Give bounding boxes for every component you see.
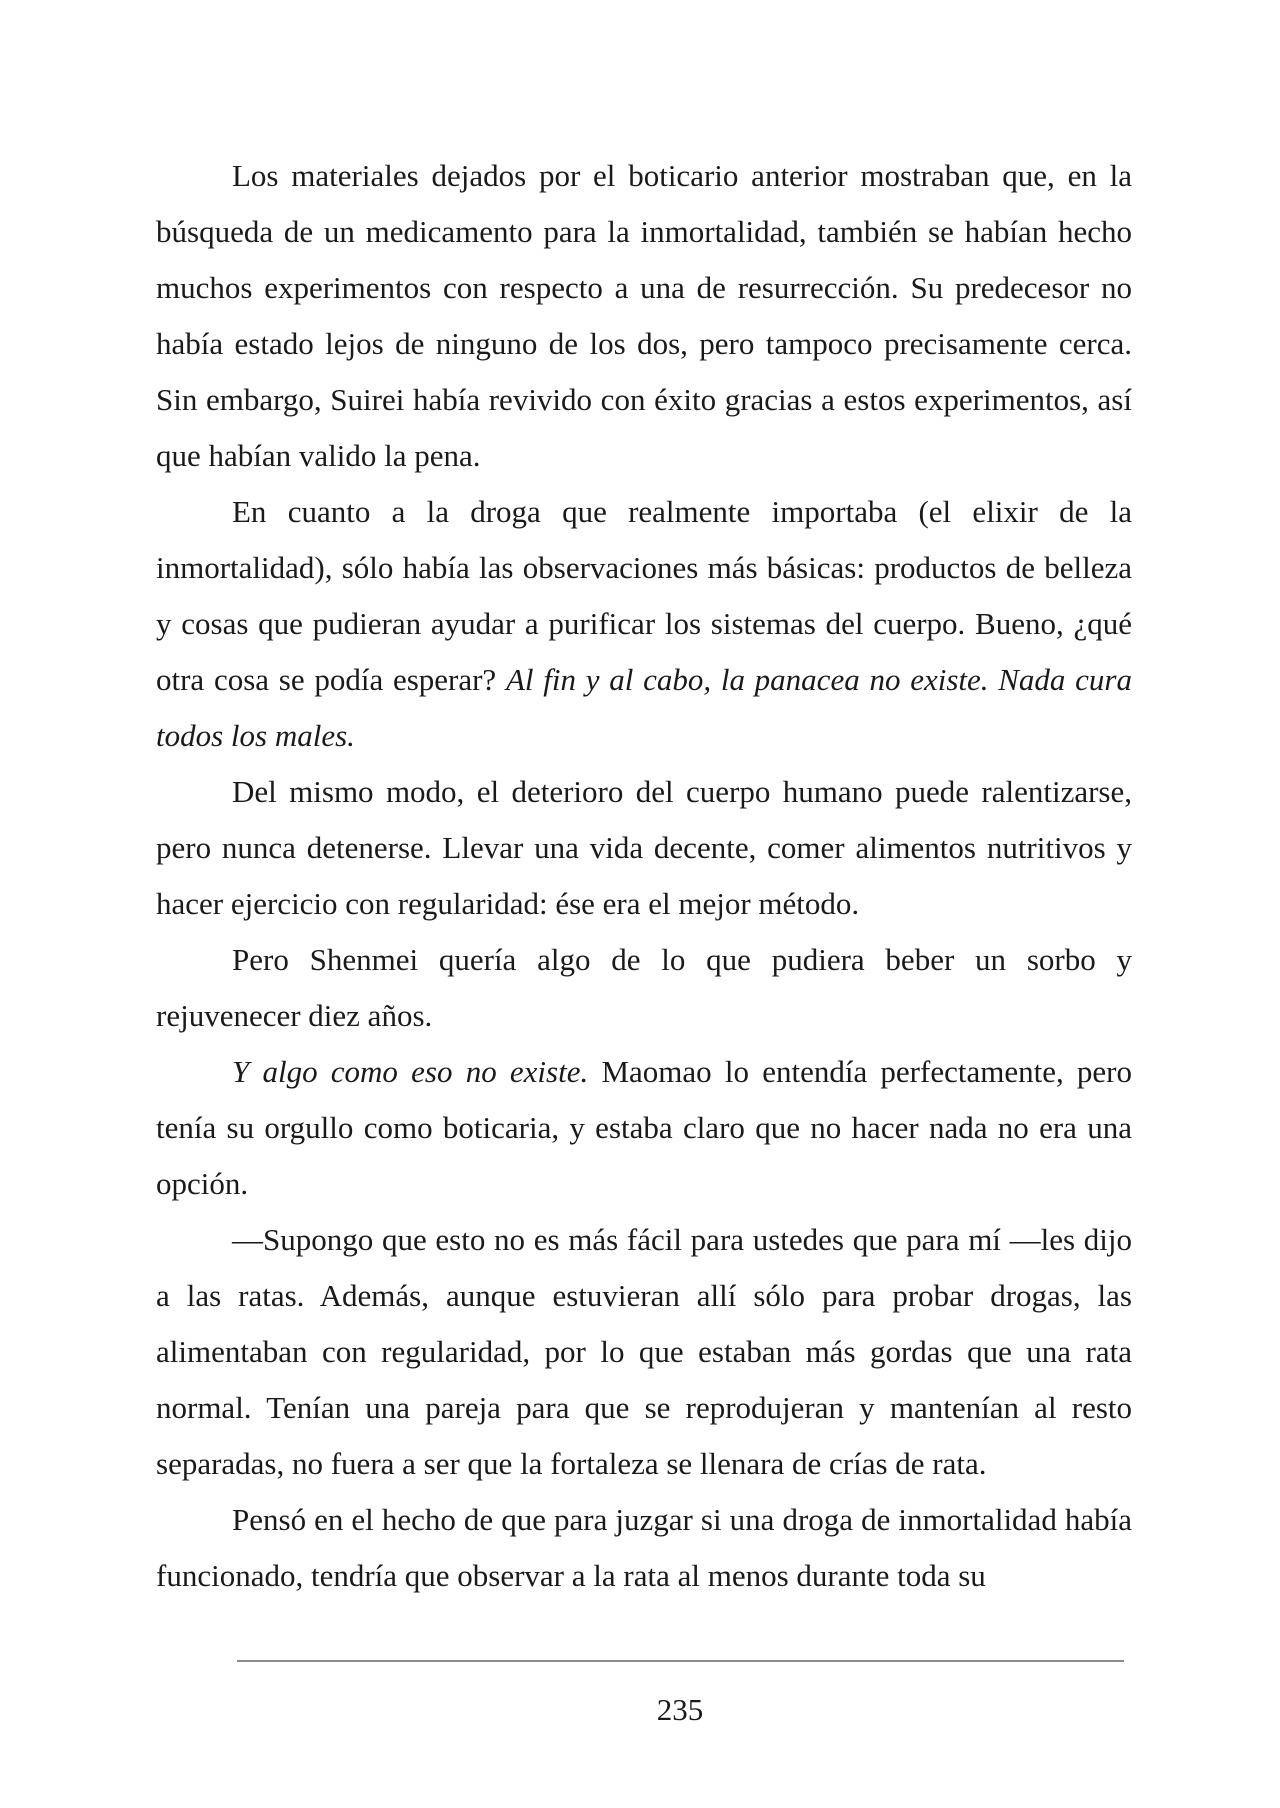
paragraph-4 — [156, 932, 1132, 1044]
paragraph-5-italic: Y algo como eso no existe. — [232, 1054, 589, 1089]
paragraph-6 — [156, 1212, 1132, 1492]
paragraph-5 — [156, 1044, 1132, 1212]
paragraph-3-text: Del mismo modo, el deterioro del cuerpo humano puede ralentizarse, pero nunca detenerse. Llevar una vida decente, comer alimentos nutritivos y hacer ejercicio con regularidad: ése era el mejor método. — [156, 774, 1132, 921]
paragraph-3 — [156, 764, 1132, 932]
footer-divider — [237, 1660, 1124, 1662]
page-number: 235 — [656, 1692, 704, 1727]
paragraph-7-text: Pensó en el hecho de que para juzgar si una droga de inmortalidad había funcionado, tendría que observar a la rata al menos durante toda su — [156, 1502, 1132, 1593]
paragraph-1-text: Los materiales dejados por el boticario anterior mostraban que, en la búsqueda de un medicamento para la inmortalidad, también se habían hecho muchos experimentos con respecto a una de resurrección. Su predecesor no había estado lejos de ninguno de los dos, pero tampoco precisamente cerca. Sin embargo, Suirei había revivido con éxito gracias a estos experimentos, así que habían valido la pena. — [156, 158, 1132, 473]
paragraph-2-italic: Al fin y al cabo, la panacea no existe. Nada cura todos los males. — [156, 662, 1132, 753]
paragraph-1 — [156, 148, 1132, 484]
paragraph-7 — [156, 1492, 1132, 1604]
page-body — [156, 148, 1132, 1604]
paragraph-4-text: Pero Shenmei quería algo de lo que pudiera beber un sorbo y rejuvenecer diez años. — [156, 942, 1132, 1033]
paragraph-6-text: —Supongo que esto no es más fácil para ustedes que para mí —les dijo a las ratas. Además, aunque estuvieran allí sólo para probar drogas, las alimentaban con regularidad, por lo que estaban más gordas que una rata normal. Tenían una pareja para que se reprodujeran y mantenían al resto separadas, no fuera a ser que la fortaleza se llenara de crías de rata. — [156, 1222, 1132, 1481]
paragraph-2-text: En cuanto a la droga que realmente importaba (el elixir de la inmortalidad), sólo había las observaciones más básicas: productos de belleza y cosas que pudieran ayudar a purificar los sistemas del cuerpo. Bueno, ¿qué otra cosa se podía esperar? — [156, 494, 1132, 697]
paragraph-2 — [156, 484, 1132, 764]
paragraph-5-text: Maomao lo entendía perfectamente, pero tenía su orgullo como boticaria, y estaba claro que no hacer nada no era una opción. — [156, 1054, 1133, 1201]
